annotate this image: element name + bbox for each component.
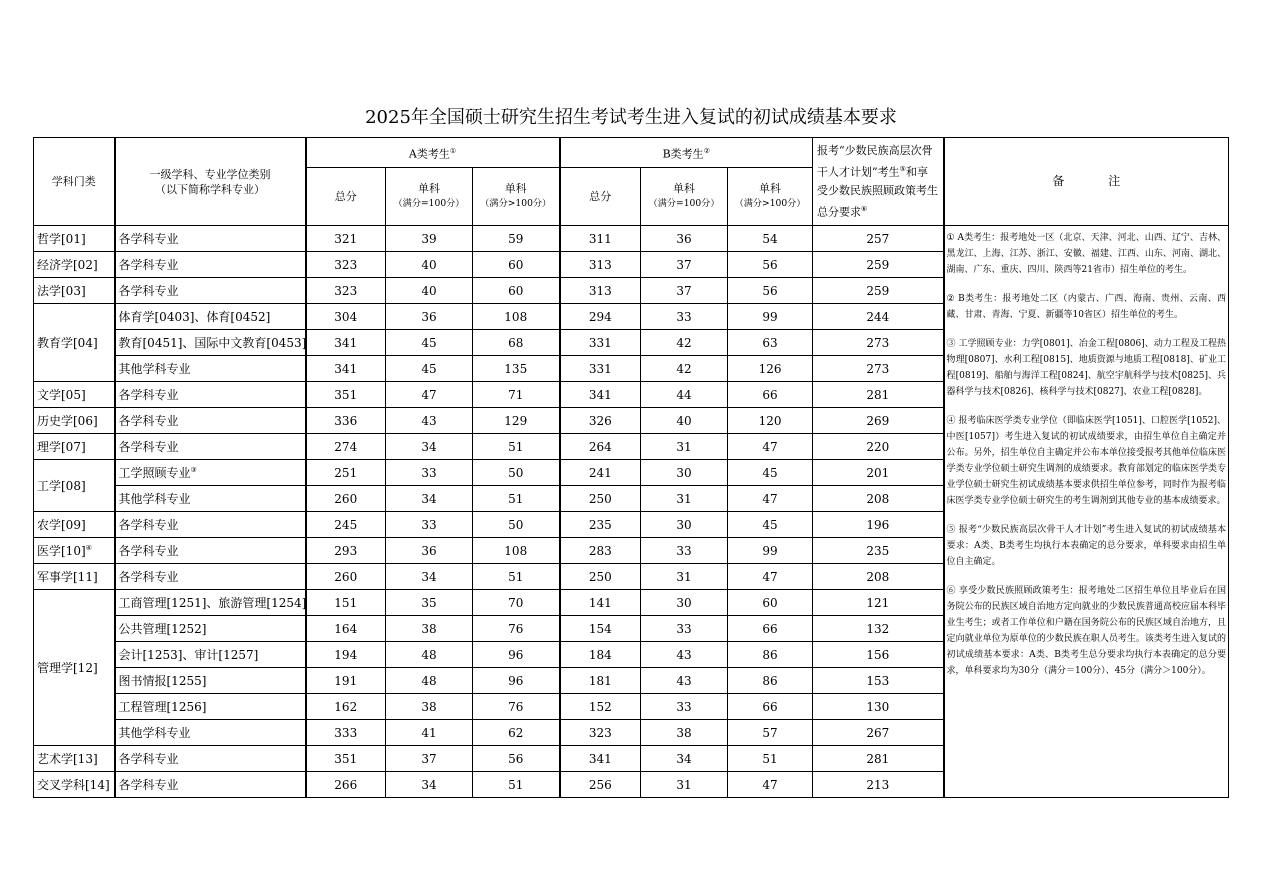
score-cell-b-s100: 34 (641, 746, 728, 772)
score-cell-a-sgt: 50 (473, 512, 560, 538)
score-cell-b-sgt: 45 (728, 512, 813, 538)
score-cell-b-sgt: 63 (728, 330, 813, 356)
score-cell-b-sgt: 51 (728, 746, 813, 772)
score-cell-b-sgt: 126 (728, 356, 813, 382)
score-cell-b-s100: 43 (641, 642, 728, 668)
score-cell-a-total: 194 (306, 642, 386, 668)
score-cell-a-s100: 40 (386, 252, 473, 278)
discipline-cell: 哲学[01] (34, 226, 115, 252)
score-cell-b-sgt: 66 (728, 382, 813, 408)
header-b-singlegt100: 单科 （满分>100分） (728, 168, 813, 226)
score-cell-a-sgt: 50 (473, 460, 560, 486)
discipline-cell: 艺术学[13] (34, 746, 115, 772)
score-cell-a-total: 323 (306, 278, 386, 304)
header-group-b: B类考生② (560, 138, 813, 168)
score-cell-m: 196 (813, 512, 944, 538)
score-cell-b-total: 313 (560, 252, 641, 278)
score-cell-a-total: 304 (306, 304, 386, 330)
score-cell-a-s100: 34 (386, 486, 473, 512)
score-cell-b-total: 141 (560, 590, 641, 616)
score-cell-m: 121 (813, 590, 944, 616)
discipline-cell: 军事学[11] (34, 564, 115, 590)
score-cell-b-s100: 40 (641, 408, 728, 434)
score-cell-m: 273 (813, 356, 944, 382)
score-cell-a-s100: 39 (386, 226, 473, 252)
subject-cell: 其他学科专业 (115, 486, 306, 512)
discipline-cell: 文学[05] (34, 382, 115, 408)
score-cell-a-sgt: 56 (473, 746, 560, 772)
score-cell-m: 220 (813, 434, 944, 460)
subject-cell: 各学科专业 (115, 382, 306, 408)
score-cell-b-total: 283 (560, 538, 641, 564)
score-cell-m: 132 (813, 616, 944, 642)
score-cell-a-total: 245 (306, 512, 386, 538)
score-cell-m: 281 (813, 382, 944, 408)
score-cell-a-total: 336 (306, 408, 386, 434)
score-cell-a-s100: 36 (386, 304, 473, 330)
score-cell-b-sgt: 47 (728, 434, 813, 460)
score-cell-a-total: 260 (306, 486, 386, 512)
score-cell-a-s100: 33 (386, 512, 473, 538)
score-cell-b-total: 181 (560, 668, 641, 694)
score-cell-a-total: 323 (306, 252, 386, 278)
score-cell-b-s100: 31 (641, 772, 728, 798)
subject-cell: 体育学[0403]、体育[0452] (115, 304, 306, 330)
score-cell-b-sgt: 45 (728, 460, 813, 486)
subject-cell: 各学科专业 (115, 278, 306, 304)
header-group-a: A类考生① (306, 138, 560, 168)
score-cell-a-sgt: 62 (473, 720, 560, 746)
score-cell-m: 257 (813, 226, 944, 252)
score-cell-b-s100: 33 (641, 694, 728, 720)
score-cell-b-s100: 42 (641, 356, 728, 382)
score-cell-b-sgt: 99 (728, 304, 813, 330)
score-cell-a-sgt: 51 (473, 434, 560, 460)
header-b-total: 总分 (560, 168, 641, 226)
subject-cell: 图书情报[1255] (115, 668, 306, 694)
score-cell-a-sgt: 108 (473, 538, 560, 564)
subject-cell: 其他学科专业 (115, 356, 306, 382)
score-cell-a-sgt: 76 (473, 694, 560, 720)
subject-cell: 工学照顾专业③ (115, 460, 306, 486)
score-cell-b-s100: 31 (641, 564, 728, 590)
score-cell-a-total: 274 (306, 434, 386, 460)
note-3: ③ 工学照顾专业：力学[0801]、冶金工程[0806]、动力工程及工程热物理[0807]、水利工程[0815]、地质资源与地质工程[0818]、矿业工程[0819]、船舶与海洋工程[0824]、航空宇航科学与技术[0825]、兵器科学与技术[0826]、核科学与技术[0827]、农业工程[0828]。 (946, 339, 1227, 397)
score-cell-a-s100: 41 (386, 720, 473, 746)
score-cell-a-sgt: 96 (473, 668, 560, 694)
score-cell-b-s100: 37 (641, 278, 728, 304)
subject-cell: 其他学科专业 (115, 720, 306, 746)
score-cell-a-total: 162 (306, 694, 386, 720)
score-cell-b-sgt: 66 (728, 616, 813, 642)
discipline-cell: 医学[10]④ (34, 538, 115, 564)
subject-cell: 工商管理[1251]、旅游管理[1254] (115, 590, 306, 616)
score-cell-a-total: 151 (306, 590, 386, 616)
score-cell-b-total: 256 (560, 772, 641, 798)
score-cell-a-total: 191 (306, 668, 386, 694)
note-2: ② B类考生：报考地处二区（内蒙古、广西、海南、贵州、云南、西藏、甘肃、青海、宁夏、新疆等10省区）招生单位的考生。 (946, 294, 1227, 320)
score-cell-a-total: 164 (306, 616, 386, 642)
score-cell-a-s100: 43 (386, 408, 473, 434)
score-cell-a-s100: 35 (386, 590, 473, 616)
score-cell-a-total: 333 (306, 720, 386, 746)
score-cell-b-s100: 31 (641, 486, 728, 512)
score-cell-m: 153 (813, 668, 944, 694)
discipline-cell: 经济学[02] (34, 252, 115, 278)
score-cell-b-s100: 33 (641, 538, 728, 564)
score-cell-a-s100: 38 (386, 694, 473, 720)
discipline-cell: 教育学[04] (34, 304, 115, 382)
score-cell-a-s100: 34 (386, 434, 473, 460)
score-cell-b-sgt: 60 (728, 590, 813, 616)
subject-cell: 各学科专业 (115, 746, 306, 772)
score-cell-a-total: 266 (306, 772, 386, 798)
subject-cell: 各学科专业 (115, 564, 306, 590)
score-cell-a-s100: 36 (386, 538, 473, 564)
discipline-cell: 交叉学科[14] (34, 772, 115, 798)
score-cell-m: 259 (813, 252, 944, 278)
score-cell-a-total: 321 (306, 226, 386, 252)
score-cell-a-sgt: 71 (473, 382, 560, 408)
score-cell-m: 273 (813, 330, 944, 356)
score-cell-a-s100: 48 (386, 668, 473, 694)
score-cell-m: 201 (813, 460, 944, 486)
note-4: ④ 报考临床医学类专业学位（即临床医学[1051]、口腔医学[1052]、中医[1057]）考生进入复试的初试成绩要求，由招生单位自主确定并公布。另外，招生单位自主确定并公布本单位接受报考其他单位临床医学类专业学位硕士研究生调剂的成绩要求。教育部划定的临床医学类专业学位硕士研究生初试成绩基本要求供招生单位参考，同时作为报考临床医学类专业学位硕士研究生的考生调剂到其他专业的基本成绩要求。 (946, 416, 1227, 506)
score-cell-m: 281 (813, 746, 944, 772)
discipline-cell: 历史学[06] (34, 408, 115, 434)
note-5: ⑤ 报考“少数民族高层次骨干人才计划”考生进入复试的初试成绩基本要求：A类、B类考生均执行本表确定的总分要求，单科要求由招生单位自主确定。 (946, 525, 1227, 567)
score-cell-a-sgt: 60 (473, 278, 560, 304)
score-cell-b-sgt: 47 (728, 564, 813, 590)
score-cell-a-sgt: 135 (473, 356, 560, 382)
score-cell-m: 235 (813, 538, 944, 564)
score-cell-a-sgt: 51 (473, 486, 560, 512)
header-a-single100: 单科 （满分=100分） (386, 168, 473, 226)
score-cell-a-total: 341 (306, 330, 386, 356)
score-cell-b-sgt: 56 (728, 252, 813, 278)
score-cell-a-sgt: 51 (473, 564, 560, 590)
score-cell-m: 213 (813, 772, 944, 798)
score-cell-b-total: 241 (560, 460, 641, 486)
score-cell-a-sgt: 96 (473, 642, 560, 668)
header-discipline: 学科门类 (34, 138, 115, 226)
score-cell-b-s100: 37 (641, 252, 728, 278)
score-cell-b-total: 152 (560, 694, 641, 720)
header-subject: 一级学科、专业学位类别 （以下简称学科专业） (115, 138, 306, 226)
score-cell-b-sgt: 86 (728, 642, 813, 668)
score-cell-b-s100: 44 (641, 382, 728, 408)
subject-cell: 各学科专业 (115, 434, 306, 460)
header-a-singlegt100: 单科 （满分>100分） (473, 168, 560, 226)
score-cell-b-total: 311 (560, 226, 641, 252)
score-cell-b-s100: 30 (641, 590, 728, 616)
score-cell-a-sgt: 60 (473, 252, 560, 278)
score-cell-a-s100: 45 (386, 330, 473, 356)
score-cell-b-total: 326 (560, 408, 641, 434)
score-cell-b-s100: 33 (641, 616, 728, 642)
score-cell-b-total: 341 (560, 746, 641, 772)
score-table (33, 137, 1229, 798)
score-cell-b-s100: 42 (641, 330, 728, 356)
score-cell-a-s100: 34 (386, 772, 473, 798)
score-cell-a-sgt: 108 (473, 304, 560, 330)
remarks-notes (944, 226, 1229, 798)
score-cell-m: 259 (813, 278, 944, 304)
subject-cell: 公共管理[1252] (115, 616, 306, 642)
score-cell-a-total: 351 (306, 746, 386, 772)
score-cell-a-sgt: 70 (473, 590, 560, 616)
score-cell-b-sgt: 56 (728, 278, 813, 304)
score-cell-b-total: 331 (560, 356, 641, 382)
score-cell-b-sgt: 47 (728, 486, 813, 512)
score-cell-b-total: 154 (560, 616, 641, 642)
score-cell-a-s100: 33 (386, 460, 473, 486)
score-cell-m: 130 (813, 694, 944, 720)
score-cell-b-sgt: 66 (728, 694, 813, 720)
score-cell-m: 208 (813, 564, 944, 590)
score-cell-b-sgt: 99 (728, 538, 813, 564)
score-cell-b-total: 235 (560, 512, 641, 538)
score-cell-a-s100: 38 (386, 616, 473, 642)
discipline-cell: 农学[09] (34, 512, 115, 538)
score-cell-a-total: 260 (306, 564, 386, 590)
discipline-cell: 工学[08] (34, 460, 115, 512)
score-cell-m: 269 (813, 408, 944, 434)
score-cell-a-s100: 40 (386, 278, 473, 304)
score-cell-a-total: 251 (306, 460, 386, 486)
score-cell-a-sgt: 68 (473, 330, 560, 356)
header-a-total: 总分 (306, 168, 386, 226)
score-cell-b-s100: 38 (641, 720, 728, 746)
score-cell-b-total: 323 (560, 720, 641, 746)
subject-cell: 教育[0451]、国际中文教育[0453] (115, 330, 306, 356)
score-cell-b-sgt: 57 (728, 720, 813, 746)
score-cell-b-s100: 30 (641, 512, 728, 538)
score-cell-b-sgt: 86 (728, 668, 813, 694)
score-cell-a-sgt: 76 (473, 616, 560, 642)
score-cell-b-s100: 43 (641, 668, 728, 694)
score-cell-b-total: 294 (560, 304, 641, 330)
score-cell-a-s100: 48 (386, 642, 473, 668)
discipline-cell: 法学[03] (34, 278, 115, 304)
score-cell-b-s100: 30 (641, 460, 728, 486)
subject-cell: 各学科专业 (115, 252, 306, 278)
subject-cell: 各学科专业 (115, 226, 306, 252)
score-cell-b-total: 250 (560, 564, 641, 590)
score-cell-a-sgt: 51 (473, 772, 560, 798)
note-1: ① A类考生：报考地处一区（北京、天津、河北、山西、辽宁、吉林、黑龙江、上海、江苏、浙江、安徽、福建、江西、山东、河南、湖北、湖南、广东、重庆、四川、陕西等21省市）招生单位的考生。 (946, 233, 1227, 275)
discipline-cell: 理学[07] (34, 434, 115, 460)
subject-cell: 会计[1253]、审计[1257] (115, 642, 306, 668)
score-cell-a-total: 351 (306, 382, 386, 408)
subject-cell: 各学科专业 (115, 512, 306, 538)
score-cell-b-sgt: 54 (728, 226, 813, 252)
header-minority: 报考“少数民族高层次骨干人才计划”考生⑤和享受少数民族照顾政策考生总分要求⑥ (813, 138, 944, 226)
score-cell-a-total: 293 (306, 538, 386, 564)
score-cell-b-total: 313 (560, 278, 641, 304)
score-cell-a-sgt: 129 (473, 408, 560, 434)
score-cell-a-s100: 47 (386, 382, 473, 408)
score-cell-m: 156 (813, 642, 944, 668)
score-cell-b-s100: 36 (641, 226, 728, 252)
subject-cell: 各学科专业 (115, 408, 306, 434)
score-cell-a-s100: 37 (386, 746, 473, 772)
score-cell-m: 244 (813, 304, 944, 330)
score-cell-b-total: 331 (560, 330, 641, 356)
score-cell-a-s100: 45 (386, 356, 473, 382)
score-cell-a-total: 341 (306, 356, 386, 382)
header-b-single100: 单科 （满分=100分） (641, 168, 728, 226)
discipline-cell: 管理学[12] (34, 590, 115, 746)
score-cell-b-s100: 33 (641, 304, 728, 330)
score-cell-b-total: 250 (560, 486, 641, 512)
table-row (34, 226, 1229, 252)
page-title: 2025年全国硕士研究生招生考试考生进入复试的初试成绩基本要求 (365, 107, 897, 128)
score-cell-b-sgt: 120 (728, 408, 813, 434)
score-cell-m: 267 (813, 720, 944, 746)
score-cell-b-s100: 31 (641, 434, 728, 460)
score-cell-b-total: 184 (560, 642, 641, 668)
score-cell-a-s100: 34 (386, 564, 473, 590)
header-remarks: 备 注 (944, 138, 1229, 226)
score-cell-b-sgt: 47 (728, 772, 813, 798)
score-cell-b-total: 264 (560, 434, 641, 460)
subject-cell: 各学科专业 (115, 772, 306, 798)
score-cell-m: 208 (813, 486, 944, 512)
subject-cell: 各学科专业 (115, 538, 306, 564)
score-cell-b-total: 341 (560, 382, 641, 408)
subject-cell: 工程管理[1256] (115, 694, 306, 720)
score-cell-a-sgt: 59 (473, 226, 560, 252)
note-6: ⑥ 享受少数民族照顾政策考生：报考地处二区招生单位且毕业后在国务院公布的民族区域自治地方定向就业的少数民族普通高校应届本科毕业生考生；或者工作单位和户籍在国务院公布的民族区域自治地方，且定向就业单位为原单位的少数民族在职人员考生。该类考生进入复试的初试成绩基本要求：A类、B类考生总分要求均执行本表确定的总分要求，单科要求均为30分（满分＝100分）、45分（满分＞100分）。 (946, 586, 1227, 676)
